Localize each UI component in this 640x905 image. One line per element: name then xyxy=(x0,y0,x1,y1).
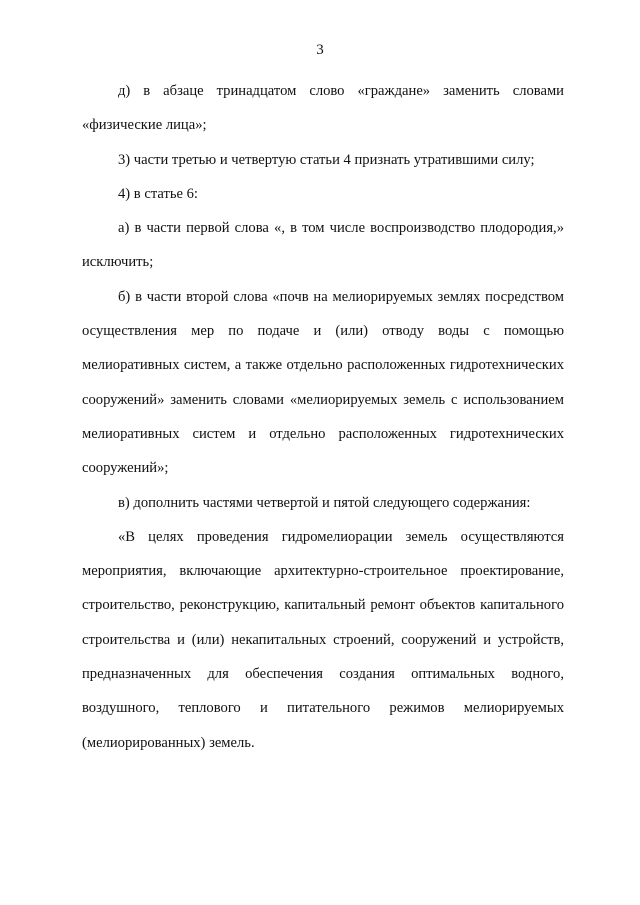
paragraph-b-part-two: б) в части второй слова «почв на мелиорируемых землях посредством осуществления мер по подаче и (или) отводу воды с помощью мелиоративных систем, а также отдельно расположенных гидротехнических сооружений» заменить словами «мелиорируемых земель с использованием мелиоративных систем и отдельно расположенных гидротехнических сооружений»; xyxy=(82,288,564,477)
paragraph-v-add-parts: в) дополнить частями четвертой и пятой следующего содержания: xyxy=(118,494,531,511)
paragraph-item-3: 3) части третью и четвертую статьи 4 признать утратившими силу; xyxy=(118,151,535,168)
paragraph-a-part-one: а) в части первой слова «, в том числе воспроизводство плодородия,» исключить; xyxy=(82,220,564,271)
page-number: 3 xyxy=(316,42,324,58)
paragraph-d-abzac: д) в абзаце тринадцатом слово «граждане» заменить словами «физические лица»; xyxy=(82,83,564,134)
paragraph-item-4: 4) в статье 6: xyxy=(118,185,198,202)
document-body xyxy=(82,74,564,760)
paragraph-quote-hydromelioration: «В целях проведения гидромелиорации земель осуществляются мероприятия, включающие архитектурно-строительное проектирование, строительство, реконструкцию, капитальный ремонт объектов капитального строительства и (или) некапитальных строений, сооружений и устройств, предназначенных для обеспечения создания оптимальных водного, воздушного, теплового и питательного режимов мелиорируемых (мелиорированных) земель. xyxy=(82,528,564,751)
